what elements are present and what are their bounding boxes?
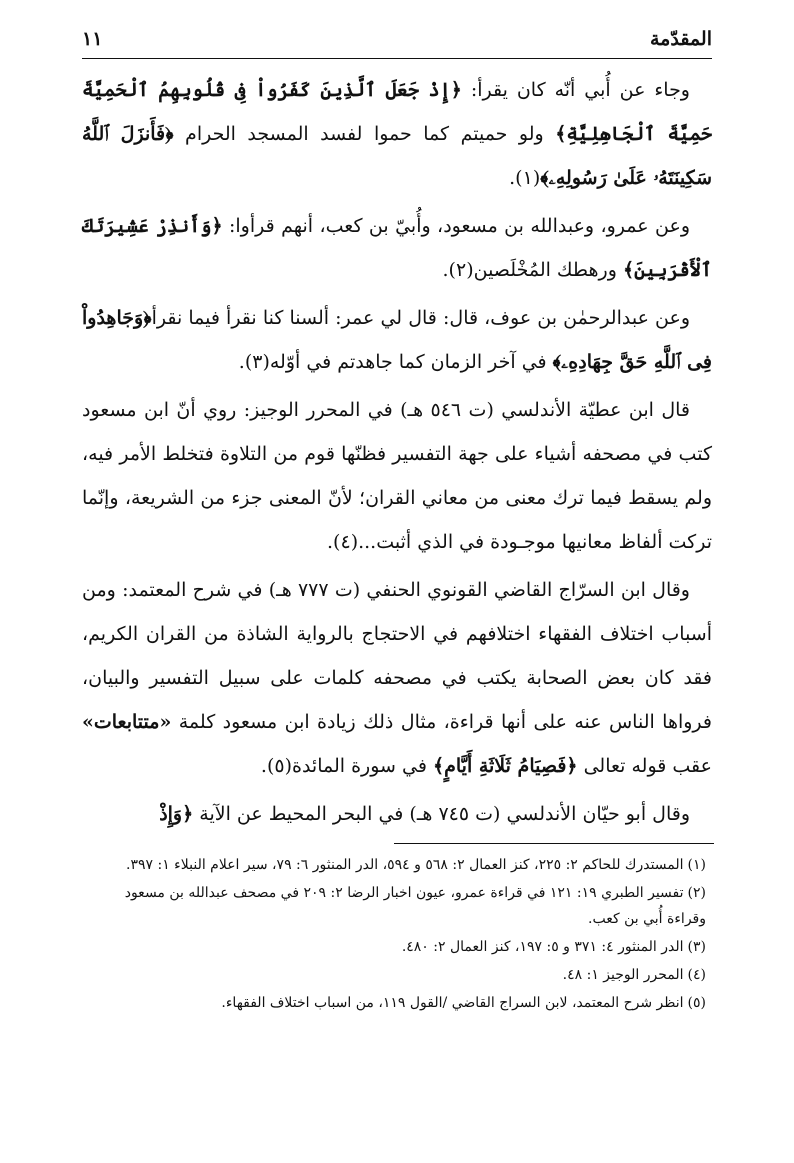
quran-verse: ﴿فَصِيَامُ ثَلَاثَةِ أَيَّامٍ﴾: [432, 755, 578, 777]
quran-verse: ﴿وَجَاهِدُواْ فِى ٱللَّهِ حَقَّ جِهَادِهِۦ﴾: [82, 307, 712, 373]
text-run: في آخر الزمان كما جاهدتم في أوّله(٣).: [238, 351, 553, 373]
footnote-text: الدر المنثور ٤: ٣٧١ و ٥: ١٩٧، كنز العمال ٢: ٤٨٠.: [401, 939, 684, 955]
footnote: [82, 880, 712, 932]
paragraph-5: [82, 568, 712, 788]
text-run: ولو حميتم كما حموا لفسد المسجد الحرام: [173, 123, 556, 145]
footnote: [82, 934, 712, 960]
quran-verse: ﴿وَأَنذِرْ عَشِيرَتَكَ ٱلْأَقْرَبِينَ﴾: [82, 215, 712, 281]
footnotes: [82, 852, 712, 1018]
footnote-label: (٥): [687, 995, 706, 1011]
footnote: [82, 852, 712, 878]
footnote-ref: في سورة المائدة(٥).: [260, 755, 433, 777]
footnote-label: (١): [687, 857, 706, 873]
quran-verse: ﴿إِذْ جَعَلَ ٱلَّذِينَ كَفَرُواْ فِى قُلُوبِهِمُ ٱلْحَمِيَّةَ حَمِيَّةَ ٱلْجَاهِلِيَّةِ﴾: [82, 79, 712, 145]
text-run: وقال ابن السرّاج القاضي القونوي الحنفي (ت ٧٧٧ هـ) في شرح المعتمد: ومن أسباب اختلاف الفقهاء اختلافهم في الاحتجاج بالرواية الشاذة من القران الكريم، فقد كان بعض الصحابة يكتب في مصحفه كلمات على سبيل التفسير والبيان، فرواها الناس عنه على أنها قراءة، مثال ذلك زيادة ابن مسعود كلمة: [82, 579, 712, 733]
paragraph-2: [82, 204, 712, 292]
text-run: وعن عبدالرحمٰن بن عوف، قال: قال لي عمر: ألسنا كنا نقرأ فيما نقرأ: [151, 307, 690, 329]
text-run: ورهطك المُخْلَصين(٢).: [442, 259, 623, 281]
running-header: [82, 26, 712, 59]
footnote-label: (٢): [687, 885, 706, 901]
footnote-text: انظر شرح المعتمد، لابن السراج القاضي /القول ١١٩، من اسباب اختلاف الفقهاء.: [221, 995, 684, 1011]
text-run: وعن عمرو، وعبدالله بن مسعود، وأُبيّ بن كعب، أنهم قرأوا:: [222, 215, 691, 237]
text-run: وقال أبو حيّان الأندلسي (ت ٧٤٥ هـ) في البحر المحيط عن الآية: [193, 803, 690, 825]
paragraph-3: [82, 296, 712, 384]
highlighted-word: «متتابعات»: [82, 711, 172, 733]
quran-verse: ﴿فَأَنزَلَ ٱللَّهُ سَكِينَتَهُۥ عَلَىٰ رَسُولِهِۦ﴾: [82, 123, 712, 189]
page-number: ١١: [82, 28, 103, 50]
footnote-separator: [394, 843, 714, 844]
footnote-label: (٣): [687, 939, 706, 955]
footnote-label: (٤): [687, 967, 706, 983]
text-run: وجاء عن أُبي أنّه كان يقرأ:: [461, 79, 690, 101]
footnote-text: تفسير الطبري ١٩: ١٢١ في قراءة عمرو، عيون اخبار الرضا ٢: ٢٠٩ في مصحف عبدالله بن مسعود وقراءة أُبي بن كعب.: [124, 885, 706, 927]
footnote: [82, 962, 712, 988]
paragraph-1: [82, 68, 712, 200]
footnote: [82, 990, 712, 1016]
text-run: قال ابن عطيّة الأندلسي (ت ٥٤٦ هـ) في المحرر الوجيز: روي أنّ ابن مسعود كتب في مصحفه أشياء على جهة التفسير فظنّها قوم من التلاوة فتخلط الأمر فيه، ولم يسقط فيما ترك معنى من معاني القران؛ لأنّ المعنى جزء من الشريعة، وإنّما تركت ألفاظ معانيها موجـودة في الذي أثبت...(٤).: [82, 399, 712, 553]
paragraph-4: [82, 388, 712, 564]
footnote-ref: (١).: [509, 167, 541, 189]
quran-verse: ﴿وَإِذْ: [159, 803, 194, 825]
footnote-text: المحرر الوجيز ١: ٤٨.: [562, 967, 684, 983]
text-run: عقب قوله تعالى: [577, 755, 712, 777]
chapter-title: المقدّمة: [649, 28, 712, 50]
main-text: [82, 68, 712, 836]
footnote-text: المستدرك للحاكم ٢: ٢٢٥، كنز العمال ٢: ٥٦٨ و ٥٩٤، الدر المنثور ٦: ٧٩، سير اعلام النبلاء ١: ٣٩٧.: [126, 857, 684, 873]
paragraph-6: [82, 792, 712, 836]
